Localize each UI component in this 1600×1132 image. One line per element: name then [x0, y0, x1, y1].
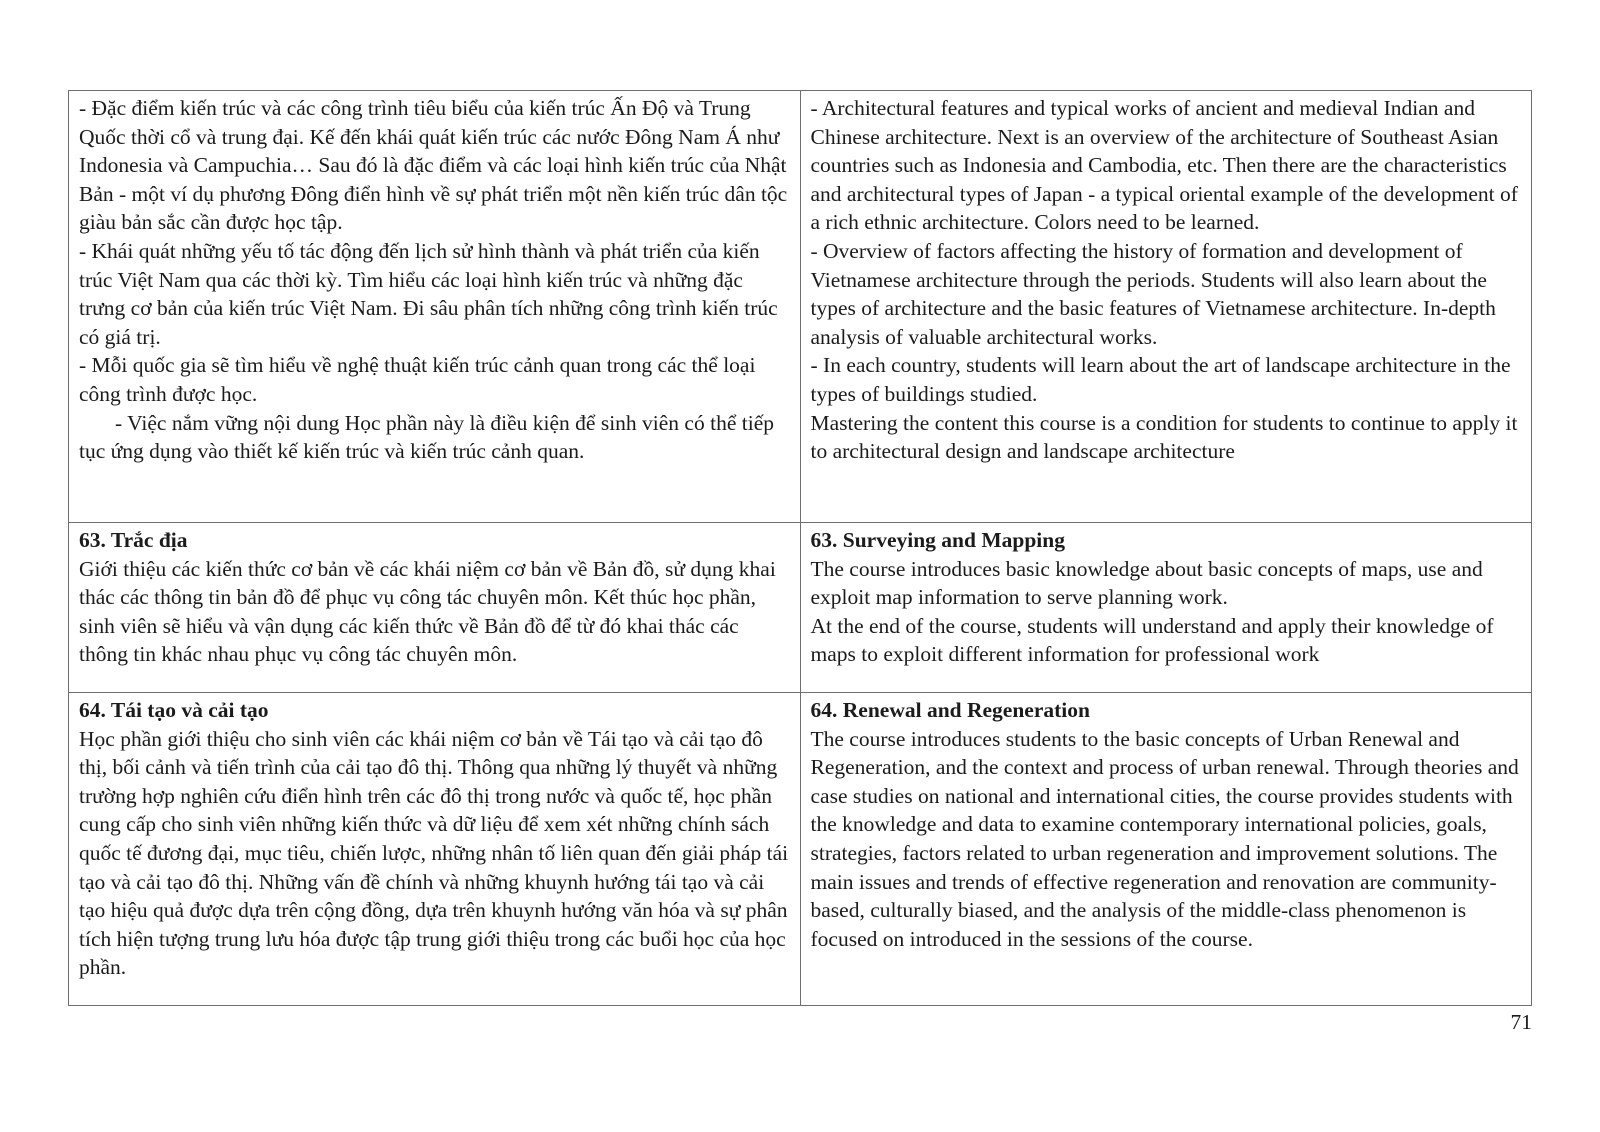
course-paragraph: Giới thiệu các kiến thức cơ bản về các khái niệm cơ bản về Bản đồ, sử dụng khai thác các thông tin bản đồ để phục vụ công tác chuyên môn. Kết thúc học phần, sinh viên sẽ hiểu và vận dụng các kiến thức về Bản đồ để từ đó khai thác các thông tin khác nhau phục vụ công tác chuyên môn.	[79, 556, 776, 667]
cell-vietnamese-course-62	[69, 91, 801, 523]
course-paragraph: - Khái quát những yếu tố tác động đến lịch sử hình thành và phát triển của kiến trúc Việt Nam qua các thời kỳ. Tìm hiểu các loại hình kiến trúc và những đặc trưng cơ bản của kiến trúc Việt Nam. Đi sâu phân tích những công trình kiến trúc có giá trị.	[79, 238, 778, 349]
course-description-table	[68, 90, 1532, 1006]
course-title: 64. Renewal and Regeneration	[810, 698, 1090, 722]
cell-english-course-63	[800, 523, 1532, 693]
table-row-course-62-continued	[69, 91, 1532, 523]
course-paragraph: The course introduces students to the basic concepts of Urban Renewal and Regeneration, and the context and process of urban renewal. Through theories and case studies on national and international cities, the course provides students with the knowledge and data to examine contemporary international policies, goals, strategies, factors related to urban regeneration and improvement solutions. The main issues and trends of effective regeneration and renovation are community-based, culturally biased, and the analysis of the middle-class phenomenon is focused on introduced in the sessions of the course.	[810, 726, 1519, 951]
course-paragraph: - Mỗi quốc gia sẽ tìm hiểu về nghệ thuật kiến trúc cảnh quan trong các thể loại công trình được học.	[79, 353, 756, 406]
cell-english-course-62	[800, 91, 1532, 523]
course-paragraph: Học phần giới thiệu cho sinh viên các khái niệm cơ bản về Tái tạo và cải tạo đô thị, bối cảnh và tiến trình của cải tạo đô thị. Thông qua những lý thuyết và những trường hợp nghiên cứu điển hình trên các đô thị trong nước và quốc tế, học phần cung cấp cho sinh viên những kiến thức và dữ liệu để xem xét những chính sách quốc tế đương đại, mục tiêu, chiến lược, những nhân tố liên quan đến giải pháp tái tạo và cải tạo đô thị. Những vấn đề chính và những khuynh hướng tái tạo và cải tạo hiệu quả được dựa trên cộng đồng, dựa trên khuynh hướng văn hóa và sự phân tích hiện tượng trung lưu hóa được tập trung giới thiệu trong các buổi học của học phần.	[79, 726, 789, 980]
course-paragraph: Mastering the content this course is a condition for students to continue to apply it to architectural design and landscape architecture	[810, 410, 1518, 464]
course-paragraph: - In each country, students will learn about the art of landscape architecture in the types of buildings studied.	[810, 353, 1511, 406]
table-row-course-64	[69, 693, 1532, 1006]
course-title: 63. Surveying and Mapping	[810, 528, 1065, 552]
course-paragraph: At the end of the course, students will understand and apply their knowledge of maps to exploit different information for professional work	[810, 613, 1494, 667]
course-paragraph: - Overview of factors affecting the history of formation and development of Vietnamese architecture through the periods. Students will also learn about the types of architecture and the basic features of Vietnamese architecture. In-depth analysis of valuable architectural works.	[810, 238, 1496, 349]
page-number: 71	[1510, 1010, 1532, 1034]
cell-vietnamese-course-63	[69, 523, 801, 693]
course-paragraph: - Đặc điểm kiến trúc và các công trình tiêu biểu của kiến trúc Ấn Độ và Trung Quốc thời cổ và trung đại. Kế đến khái quát kiến trúc các nước Đông Nam Á như Indonesia và Campuchia… Sau đó là đặc điểm và các loại hình kiến trúc của Nhật Bản - một ví dụ phương Đông điển hình về sự phát triển một nền kiến trúc dân tộc giàu bản sắc cần được học tập.	[79, 96, 788, 235]
course-title: 64. Tái tạo và cải tạo	[79, 698, 269, 722]
course-title: 63. Trắc địa	[79, 528, 188, 552]
course-paragraph: The course introduces basic knowledge about basic concepts of maps, use and exploit map information to serve planning work.	[810, 556, 1483, 610]
course-paragraph: - Architectural features and typical works of ancient and medieval Indian and Chinese architecture. Next is an overview of the architecture of Southeast Asian countries such as Indonesia and Cambodia, etc. Then there are the characteristics and architectural types of Japan - a typical oriental example of the development of a rich ethnic architecture. Colors need to be learned.	[810, 96, 1518, 235]
course-paragraph: - Việc nắm vững nội dung Học phần này là điều kiện để sinh viên có thể tiếp tục ứng dụng vào thiết kế kiến trúc và kiến trúc cảnh quan.	[79, 410, 774, 464]
cell-vietnamese-course-64	[69, 693, 801, 1006]
table-row-course-63	[69, 523, 1532, 693]
cell-english-course-64	[800, 693, 1532, 1006]
